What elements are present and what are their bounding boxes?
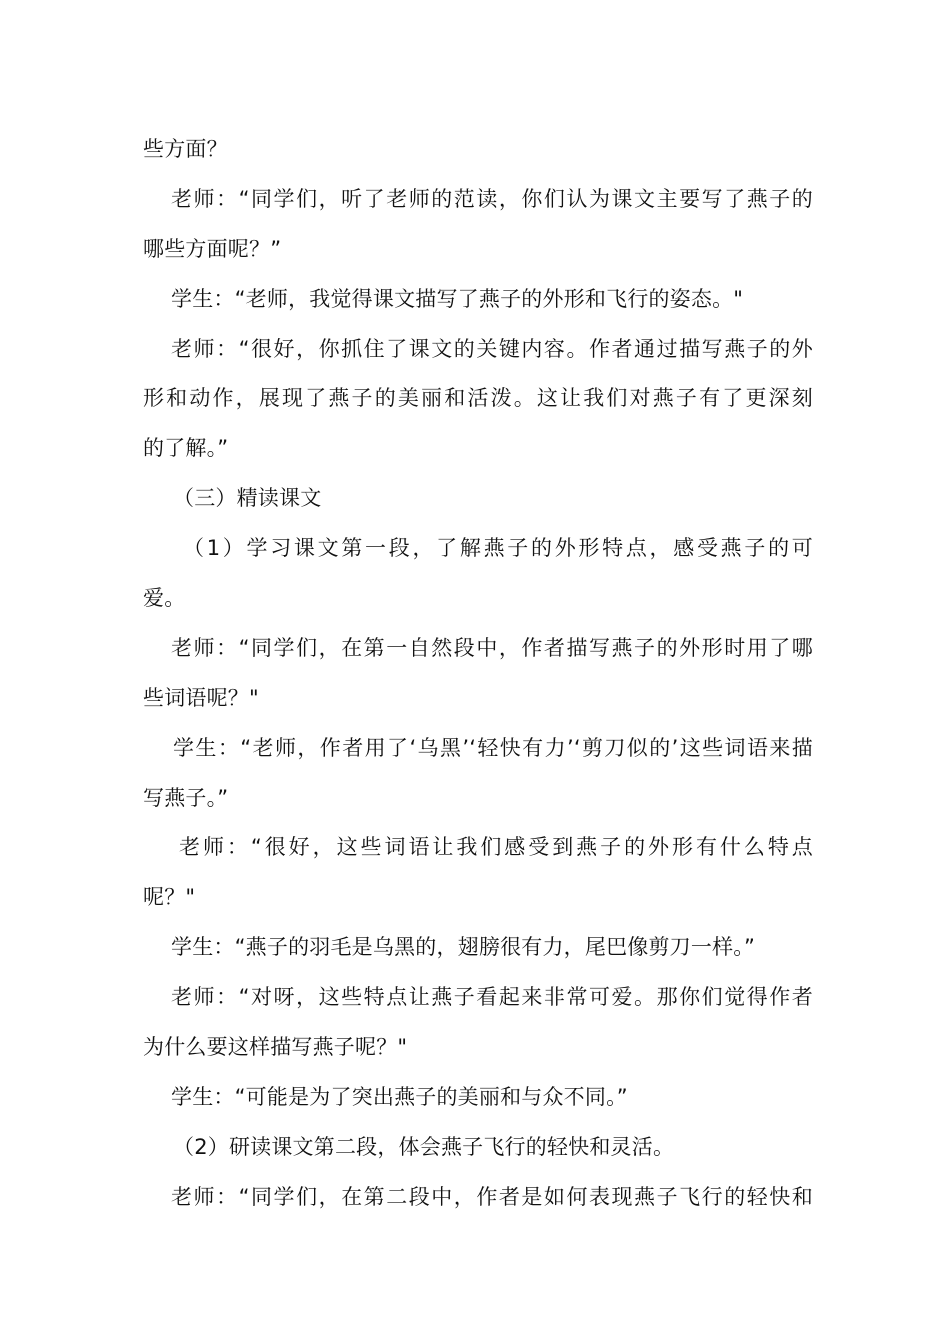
text-line: 的了解。”	[143, 436, 229, 461]
text-line: 学生：“老师，我觉得课文描写了燕子的外形和飞行的姿态。"	[171, 286, 744, 311]
text-line: 呢？"	[143, 885, 196, 910]
subsection-heading: （1）学习课文第一段，了解燕子的外形特点，感受燕子的可	[183, 536, 813, 561]
subsection-heading: （2）研读课文第二段，体会燕子飞行的轻快和灵活。	[173, 1134, 675, 1159]
text-line: 学生：“可能是为了突出燕子的美丽和与众不同。”	[171, 1084, 628, 1109]
text-line: 哪些方面呢？”	[143, 236, 282, 261]
text-line: 学生：“老师，作者用了‘乌黑’‘轻快有力’‘剪刀似的’这些词语来描	[173, 735, 813, 760]
lesson-transcript	[143, 125, 813, 1223]
text-line: 老师：“对呀，这些特点让燕子看起来非常可爱。那你们觉得作者	[171, 985, 813, 1010]
text-line: 形和动作，展现了燕子的美丽和活泼。这让我们对燕子有了更深刻	[143, 386, 813, 411]
text-line: 老师：“同学们，在第一自然段中，作者描写燕子的外形时用了哪	[171, 635, 813, 660]
text-line: 为什么要这样描写燕子呢？"	[143, 1035, 408, 1060]
text-line: 老师：“很好，这些词语让我们感受到燕子的外形有什么特点	[179, 835, 813, 860]
text-line: 些方面？	[143, 137, 228, 161]
text-line: 老师：“同学们，听了老师的范读，你们认为课文主要写了燕子的	[171, 186, 813, 211]
text-line: 老师：“很好，你抓住了课文的关键内容。作者通过描写燕子的外	[171, 336, 813, 361]
text-line: 老师：“同学们，在第二段中，作者是如何表现燕子飞行的轻快和	[171, 1184, 813, 1209]
section-heading: （三）精读课文	[173, 486, 322, 511]
text-line: 些词语呢？"	[143, 685, 259, 710]
text-line: 学生：“燕子的羽毛是乌黑的，翅膀很有力，尾巴像剪刀一样。”	[171, 935, 756, 960]
text-line: 写燕子。”	[143, 785, 229, 810]
text-line: 爱。	[143, 586, 186, 611]
